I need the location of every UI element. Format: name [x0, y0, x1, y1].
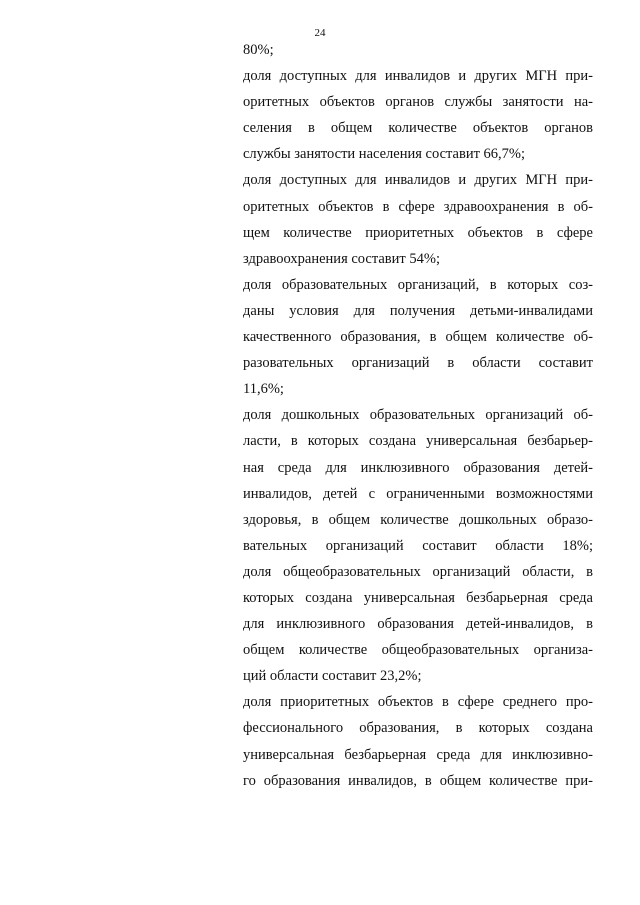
text-line: селения в общем количестве объектов органов — [243, 120, 593, 137]
text-line: службы занятости населения составит 66,7%; — [243, 146, 526, 163]
text-line: доля образовательных организаций, в которых соз- — [243, 276, 593, 293]
text-line: доля доступных для инвалидов и других МГН при- — [243, 68, 593, 85]
text-line: здравоохранения составит 54%; — [243, 250, 440, 267]
text-line: разовательных организаций в области составит — [243, 355, 593, 372]
text-line: щем количестве приоритетных объектов в сфере — [243, 224, 593, 241]
text-line: ласти, в которых создана универсальная безбарьер- — [243, 433, 593, 450]
text-line: ций области составит 23,2%; — [243, 668, 422, 685]
text-line: инвалидов, детей с ограниченными возможностями — [243, 485, 593, 502]
text-line: здоровья, в общем количестве дошкольных образо- — [243, 511, 593, 528]
text-line: общем количестве общеобразовательных организа- — [243, 642, 593, 659]
text-line: доля приоритетных объектов в сфере среднего про- — [243, 694, 593, 711]
text-line: доля доступных для инвалидов и других МГН при- — [243, 172, 593, 189]
text-line: которых создана универсальная безбарьерная среда — [243, 589, 593, 606]
page-number: 24 — [314, 27, 326, 39]
text-line: 11,6%; — [243, 381, 284, 398]
text-line: для инклюзивного образования детей-инвалидов, в — [243, 616, 593, 633]
body-text — [243, 37, 593, 794]
text-line: качественного образования, в общем количестве об- — [243, 329, 593, 346]
text-line: оритетных объектов в сфере здравоохранения в об- — [243, 198, 593, 215]
text-line: даны условия для получения детьми-инвалидами — [243, 302, 593, 319]
text-line: универсальная безбарьерная среда для инклюзивно- — [243, 746, 593, 763]
text-line: ная среда для инклюзивного образования детей- — [243, 459, 593, 476]
text-line: доля дошкольных образовательных организаций об- — [243, 407, 593, 424]
text-line: го образования инвалидов, в общем количестве при- — [243, 772, 593, 789]
text-line: фессионального образования, в которых создана — [243, 720, 593, 737]
text-line: оритетных объектов органов службы занятости на- — [243, 94, 593, 111]
text-line: доля общеобразовательных организаций области, в — [243, 563, 593, 580]
text-line: 80%; — [243, 42, 274, 58]
text-line: вательных организаций составит области 18%; — [243, 537, 593, 554]
